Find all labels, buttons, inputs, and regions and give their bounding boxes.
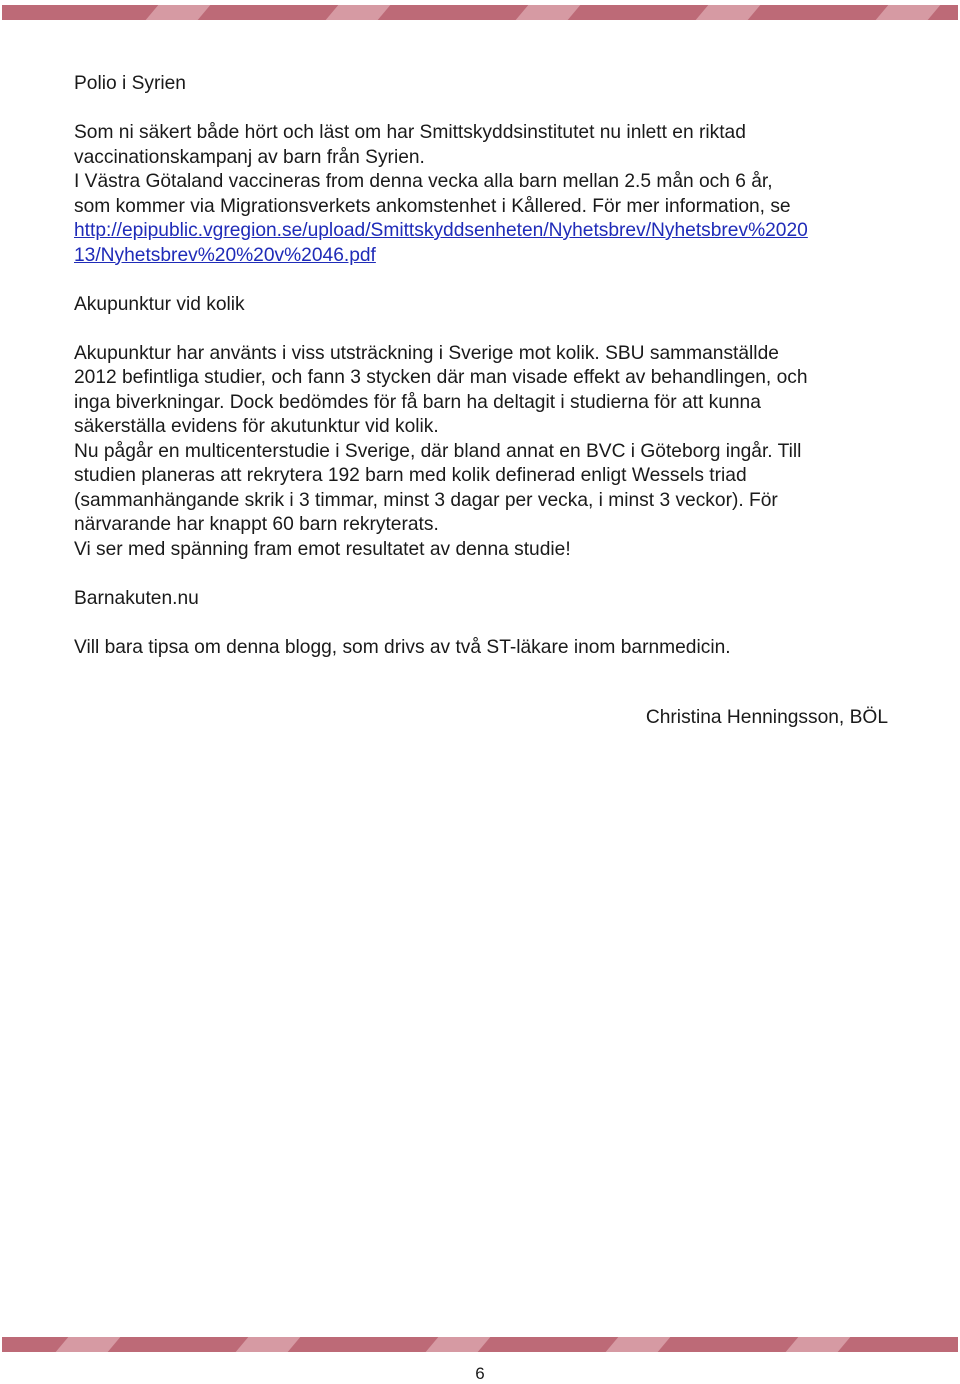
author-signature: Christina Henningsson, BÖL bbox=[645, 707, 888, 728]
akupunktur-paragraph-line: 2012 befintliga studier, och fann 3 stycken där man visade effekt av behandlingen, och bbox=[74, 367, 808, 388]
header-band-stripe bbox=[696, 5, 761, 20]
akupunktur-paragraph-line: Nu pågår en multicenterstudie i Sverige, där bland annat en BVC i Göteborg ingår. Till bbox=[74, 440, 802, 462]
barnakuten-paragraph-line: Vill bara tipsa om denna blogg, som drivs av två ST-läkare inom barnmedicin. bbox=[74, 636, 731, 658]
polio-paragraph-line: vaccinationskampanj av barn från Syrien. bbox=[74, 146, 425, 168]
footer-band-stripe bbox=[786, 1337, 851, 1352]
akupunktur-paragraph-line: säkerställa evidens för akutunktur vid kolik. bbox=[74, 416, 439, 437]
header-band-stripe bbox=[876, 5, 941, 20]
polio-info-link[interactable]: http://epipublic.vgregion.se/upload/Smittskyddsenheten/Nyhetsbrev/Nyhetsbrev%2020 bbox=[74, 220, 808, 241]
akupunktur-paragraph-line: studien planeras att rekrytera 192 barn med kolik definerad enligt Wessels triad bbox=[74, 465, 747, 486]
polio-paragraph-line: som kommer via Migrationsverkets ankomstenhet i Kållered. För mer information, se bbox=[74, 195, 791, 217]
footer-band-stripe bbox=[426, 1337, 491, 1352]
akupunktur-paragraph-line: Akupunktur har använts i viss utsträckning i Sverige mot kolik. SBU sammanställde bbox=[74, 342, 779, 364]
footer-band-stripe bbox=[56, 1337, 121, 1352]
header-band-stripe bbox=[326, 5, 391, 20]
header-band bbox=[2, 5, 958, 20]
section-heading-akupunktur: Akupunktur vid kolik bbox=[74, 293, 245, 315]
footer-band-stripe bbox=[606, 1337, 671, 1352]
footer-band-stripe bbox=[236, 1337, 301, 1352]
header-band-stripe bbox=[516, 5, 581, 20]
polio-paragraph-line: Som ni säkert både hört och läst om har Smittskyddsinstitutet nu inlett en riktad bbox=[74, 122, 746, 143]
akupunktur-paragraph-line: inga biverkningar. Dock bedömdes för få barn ha deltagit i studierna för att kunna bbox=[74, 391, 761, 413]
page-number: 6 bbox=[475, 1364, 485, 1383]
akupunktur-paragraph-line: (sammanhängande skrik i 3 timmar, minst 3 dagar per vecka, i minst 3 veckor). För bbox=[74, 489, 778, 511]
header-band-stripe bbox=[146, 5, 211, 20]
akupunktur-paragraph-line: Vi ser med spänning fram emot resultatet av denna studie! bbox=[74, 538, 571, 560]
section-heading-polio: Polio i Syrien bbox=[74, 73, 186, 94]
polio-paragraph-line: I Västra Götaland vaccineras from denna vecka alla barn mellan 2.5 mån och 6 år, bbox=[74, 171, 773, 192]
footer-band bbox=[2, 1337, 958, 1352]
akupunktur-paragraph-line: närvarande har knappt 60 barn rekryterats. bbox=[74, 514, 439, 535]
section-heading-barnakuten: Barnakuten.nu bbox=[74, 587, 199, 609]
document-content bbox=[74, 72, 894, 660]
polio-info-link-continued[interactable]: 13/Nyhetsbrev%20%20v%2046.pdf bbox=[74, 244, 376, 266]
